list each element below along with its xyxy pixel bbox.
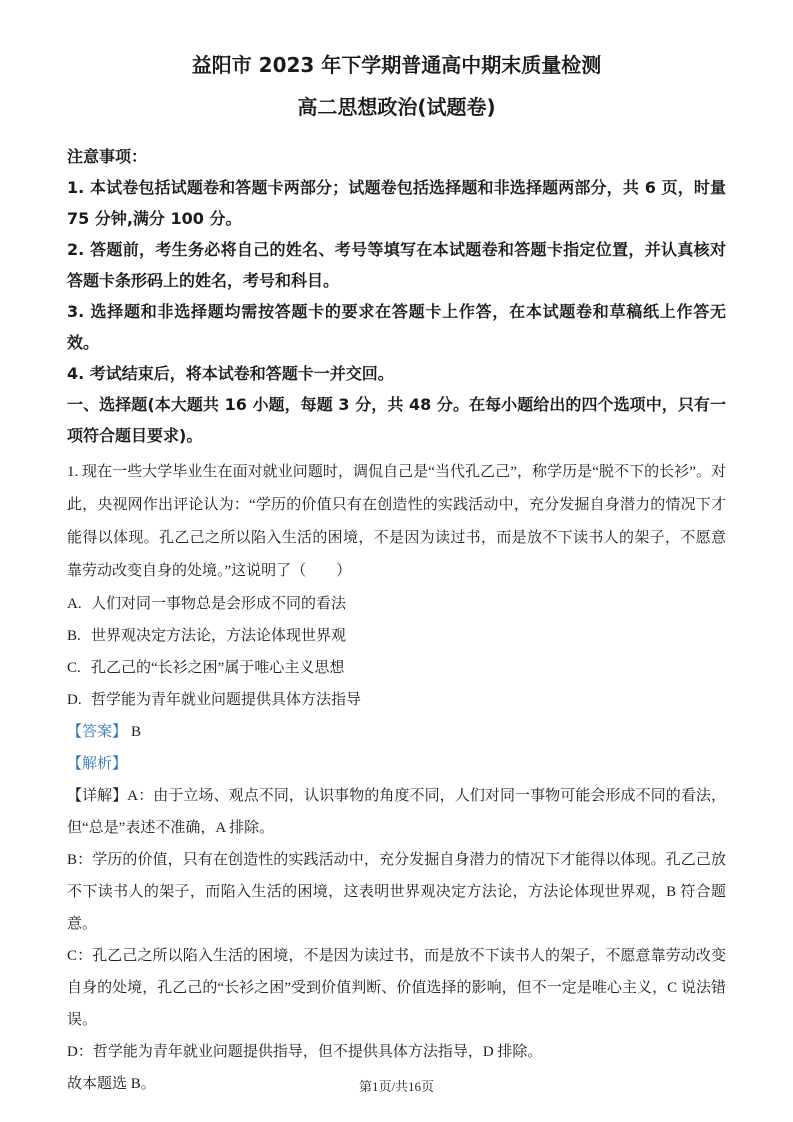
notice-item-1: 1. 本试卷包括试题卷和答题卡两部分；试题卷包括选择题和非选择题两部分，共 6 页，时量 75 分钟,满分 100 分。 bbox=[67, 178, 726, 228]
option-a bbox=[67, 588, 726, 620]
answer-line bbox=[67, 716, 726, 748]
section-heading: 一、选择题(本大题共 16 小题，每题 3 分，共 48 分。在每小题给出的四个选项中，只有一项符合题目要求)。 bbox=[67, 395, 726, 445]
answer-value: B bbox=[131, 724, 142, 740]
analysis-line bbox=[67, 748, 726, 780]
notice-item-2: 2. 答题前，考生务必将自己的姓名、考号等填写在本试题卷和答题卡指定位置，并认真核对答题卡条形码上的姓名，考号和科目。 bbox=[67, 240, 726, 290]
option-c-label: C. bbox=[67, 660, 81, 676]
page-number-footer: 第1页/共16页 bbox=[358, 1079, 435, 1094]
notice-heading: 注意事项： bbox=[67, 147, 148, 166]
question-stem: 1. 现在一些大学毕业生在面对就业问题时，调侃自己是“当代孔乙己”，称学历是“脱不下的长衫”。对此，央视网作出评论认为：“学历的价值只有在创造性的实践活动中，充分发掘自身潜力的情况下才能得以体现。孔乙己之所以陷入生活的困境，不是因为读过书，而是放不下读书人的架子，不愿意靠劳动改变自身的处境。”这说明了（ ） bbox=[67, 464, 726, 579]
option-d-text: 哲学能为青年就业问题提供具体方法指导 bbox=[91, 692, 362, 708]
option-b-label: B. bbox=[67, 628, 81, 644]
exam-subtitle: 高二思想政治(试题卷) bbox=[297, 95, 496, 119]
option-d bbox=[67, 684, 726, 716]
answer-label: 【答案】 bbox=[67, 724, 128, 740]
option-c bbox=[67, 652, 726, 684]
detail-paragraph-b: B：学历的价值，只有在创造性的实践活动中，充分发掘自身潜力的情况下才能得以体现。孔乙己放不下读书人的架子，而陷入生活的困境，这表明世界观决定方法论，方法论体现世界观，B 符合题意。 bbox=[67, 852, 726, 932]
option-c-text: 孔乙己的“长衫之困”属于唯心主义思想 bbox=[91, 660, 345, 676]
option-b-text: 世界观决定方法论，方法论体现世界观 bbox=[91, 628, 347, 644]
option-d-label: D. bbox=[67, 692, 82, 708]
detail-paragraph-c: C：孔乙己之所以陷入生活的困境，不是因为读过书，而是放不下读书人的架子，不愿意靠劳动改变自身的处境，孔乙己的“长衫之困”受到价值判断、价值选择的影响，但不一定是唯心主义，C 说法错误。 bbox=[67, 948, 726, 1028]
exam-title: 益阳市 2023 年下学期普通高中期末质量检测 bbox=[191, 53, 602, 77]
notice-item-3: 3. 选择题和非选择题均需按答题卡的要求在答题卡上作答，在本试题卷和草稿纸上作答无效。 bbox=[67, 302, 726, 352]
detail-paragraph-d: D：哲学能为青年就业问题提供指导，但不提供具体方法指导，D 排除。 bbox=[67, 1044, 543, 1060]
option-a-text: 人们对同一事物总是会形成不同的看法 bbox=[91, 596, 347, 612]
analysis-label: 【解析】 bbox=[67, 756, 128, 772]
option-b bbox=[67, 620, 726, 652]
detail-paragraph-a: 【详解】A：由于立场、观点不同，认识事物的角度不同，人们对同一事物可能会形成不同的看法，但“总是”表述不准确，A 排除。 bbox=[67, 788, 726, 836]
option-a-label: A. bbox=[67, 596, 82, 612]
detail-conclusion: 故本题选 B。 bbox=[67, 1076, 156, 1092]
notice-item-4: 4. 考试结束后，将本试卷和答题卡一并交回。 bbox=[67, 364, 394, 383]
